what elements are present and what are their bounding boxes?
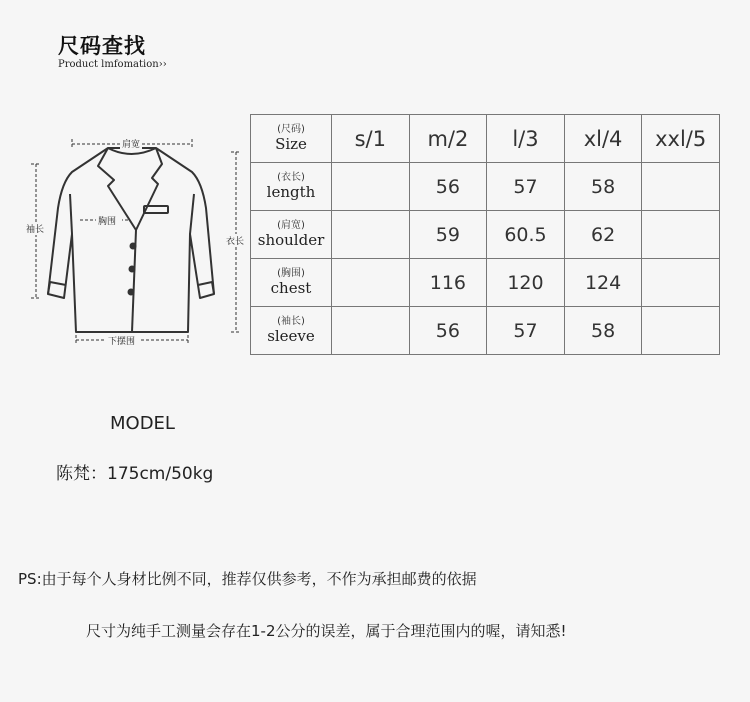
row-label-en: shoulder xyxy=(257,230,325,249)
table-header-row xyxy=(251,115,720,163)
table-cell: 60.5 xyxy=(487,211,565,259)
ps-note: PS:由于每个人身材比例不同，推荐仅供参考，不作为承担邮费的依据 xyxy=(18,570,477,588)
tolerance-note: 尺寸为纯手工测量会存在1-2公分的误差，属于合理范围内的喔，请知悉! xyxy=(86,622,567,640)
diagram-label-sleeve: 袖长 xyxy=(26,225,45,235)
size-header-cell xyxy=(251,115,332,163)
size-header-cn: (尺码) xyxy=(277,124,305,136)
table-row xyxy=(251,259,720,307)
table-cell: 59 xyxy=(409,211,487,259)
size-column-header: l/3 xyxy=(487,115,565,163)
diagram-label-shoulder: 肩宽 xyxy=(122,140,141,150)
row-label-cn: (袖长) xyxy=(277,316,305,328)
table-cell xyxy=(642,163,720,211)
model-info: 陈梵：175cm/50kg xyxy=(56,464,214,484)
table-cell: 120 xyxy=(487,259,565,307)
model-heading: MODEL xyxy=(110,413,175,434)
row-label-en: chest xyxy=(270,278,312,297)
table-row xyxy=(251,163,720,211)
table-cell: 116 xyxy=(409,259,487,307)
size-column-header: m/2 xyxy=(409,115,487,163)
table-cell: 56 xyxy=(409,307,487,355)
row-label-en: length xyxy=(266,182,316,201)
table-cell: 62 xyxy=(564,211,642,259)
table-cell: 57 xyxy=(487,307,565,355)
row-label-sleeve xyxy=(251,307,332,355)
diagram-label-chest: 胸围 xyxy=(98,217,117,227)
table-cell xyxy=(642,211,720,259)
diagram-label-hem: 下摆围 xyxy=(108,337,136,347)
row-label-shoulder xyxy=(251,211,332,259)
table-cell xyxy=(332,163,410,211)
table-cell: 58 xyxy=(564,163,642,211)
table-cell: 57 xyxy=(487,163,565,211)
table-cell xyxy=(642,259,720,307)
table-cell xyxy=(332,307,410,355)
page-subtitle: Product lmfomation›› xyxy=(58,59,167,70)
row-label-chest xyxy=(251,259,332,307)
table-cell xyxy=(332,211,410,259)
row-label-cn: (衣长) xyxy=(277,172,305,184)
table-row xyxy=(251,307,720,355)
table-cell xyxy=(332,259,410,307)
table-cell: 58 xyxy=(564,307,642,355)
row-label-cn: (胸围) xyxy=(277,268,305,280)
row-label-en: sleeve xyxy=(267,326,315,345)
jacket-measurement-diagram xyxy=(10,122,250,352)
size-column-header: xxl/5 xyxy=(642,115,720,163)
table-cell: 124 xyxy=(564,259,642,307)
size-header-en: Size xyxy=(275,134,307,153)
size-column-header: s/1 xyxy=(332,115,410,163)
diagram-label-length: 衣长 xyxy=(226,237,245,247)
page-title: 尺码查找 xyxy=(58,34,146,58)
row-label-length xyxy=(251,163,332,211)
size-table xyxy=(250,114,720,355)
table-cell xyxy=(642,307,720,355)
size-column-header: xl/4 xyxy=(564,115,642,163)
table-cell: 56 xyxy=(409,163,487,211)
table-row xyxy=(251,211,720,259)
row-label-cn: (肩宽) xyxy=(277,220,305,232)
